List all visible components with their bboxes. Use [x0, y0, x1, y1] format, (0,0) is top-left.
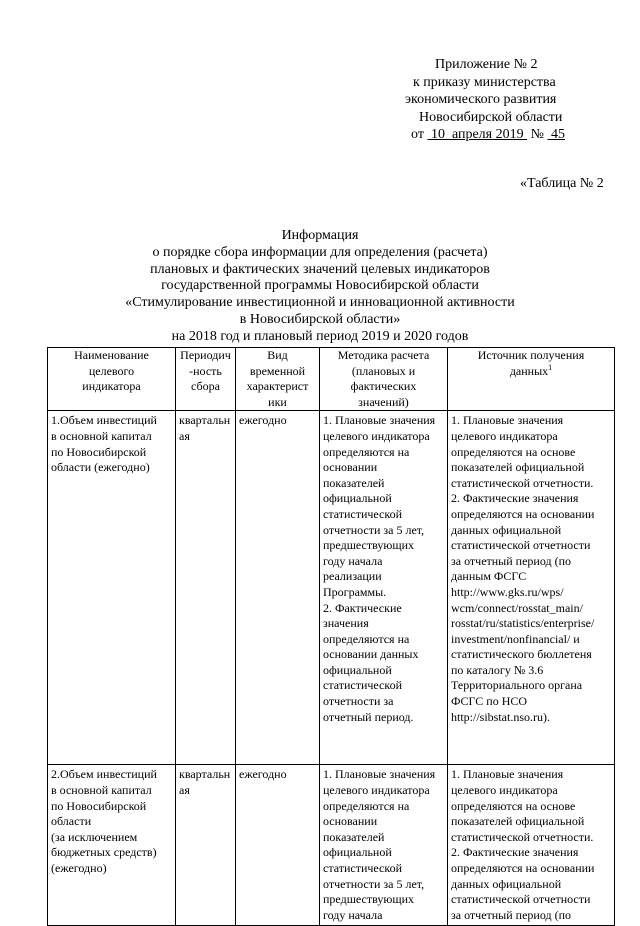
cell-text-line: Периодич — [180, 348, 231, 362]
cell-text-line: Программы. — [323, 584, 387, 599]
cell-text-line: (ежегодно) — [51, 860, 107, 875]
cell-method — [320, 765, 448, 926]
cell-text-line: реализации — [323, 569, 382, 584]
date-prefix: от — [411, 127, 424, 142]
cell-text-line: определяются на основании — [451, 860, 595, 875]
cell-text-line: ежегодно — [239, 767, 287, 782]
cell-text-line: отчетности за 5 лет, — [323, 522, 425, 537]
header-source — [448, 348, 615, 411]
cell-text-line: целевого индикатора — [451, 428, 558, 443]
cell-periodicity — [176, 411, 236, 765]
cell-text-line: году начала — [323, 553, 383, 568]
cell-text-line: официальной — [323, 662, 392, 677]
cell-text-line: показателей официальной — [451, 814, 585, 829]
cell-text-line: определяются на основе — [451, 798, 576, 813]
cell-indicator-name — [48, 411, 176, 765]
cell-text-line: 1. Плановые значения — [323, 413, 436, 428]
cell-text-line: данных официальной — [451, 522, 562, 537]
appendix-date-line — [405, 126, 635, 144]
cell-text-line: квартальн — [179, 767, 231, 782]
cell-text-line: 1. Плановые значения — [451, 767, 564, 782]
date-month: апреля 2019 — [451, 127, 524, 142]
cell-text-line: определяются на — [323, 631, 410, 646]
cell-text-line: данным ФСГС — [451, 569, 527, 584]
cell-text-line: wcm/connect/rosstat_main/ — [451, 600, 583, 615]
cell-text-line: ая — [179, 782, 190, 797]
cell-time-type — [236, 411, 320, 765]
cell-text-line: Источник получения — [477, 348, 585, 362]
cell-text-line: значения — [323, 616, 369, 631]
cell-text-line: (плановых и — [351, 363, 416, 378]
header-time-type — [236, 348, 320, 411]
cell-text-line: определяются на основании — [451, 506, 595, 521]
cell-text-line: области — [51, 814, 92, 829]
cell-source — [448, 765, 615, 926]
cell-periodicity — [176, 765, 236, 926]
cell-text-line: статистической отчетности. — [451, 829, 594, 844]
table-row — [48, 765, 615, 926]
cell-text-line: статистической — [323, 506, 403, 521]
cell-text-line: отчетный период. — [323, 709, 414, 724]
cell-text-line: определяются на основе — [451, 444, 576, 459]
document-title — [90, 228, 550, 346]
cell-text-line: ежегодно — [239, 413, 287, 428]
cell-text-line: предшествующих — [323, 892, 415, 907]
table-header-row — [48, 348, 615, 411]
cell-text-line: 1. Плановые значения — [323, 767, 436, 782]
appendix-title: Приложение № 2 — [435, 57, 538, 72]
table-label: «Таблица № 2 — [520, 176, 604, 191]
cell-source — [448, 411, 615, 765]
cell-text-line: ая — [179, 428, 190, 443]
cell-text-line: Территориального органа — [451, 678, 583, 693]
cell-text-line: в основной капитал — [51, 428, 152, 443]
appendix-block — [405, 56, 635, 144]
title-line: государственной программы Новосибирской области — [161, 278, 479, 294]
cell-text-line: целевого — [88, 363, 135, 378]
table-row — [48, 411, 615, 765]
cell-text-line: 2. Фактические значения — [451, 845, 579, 860]
cell-text-line: определяются на — [323, 798, 410, 813]
cell-text-line: статистической отчетности — [451, 538, 591, 553]
cell-text-line: 2.Объем инвестиций — [51, 767, 157, 782]
cell-text-line: Методика расчета — [337, 348, 430, 362]
title-line: о порядке сбора информации для определения (расчета) — [152, 244, 488, 260]
footnote-marker: 1 — [548, 362, 553, 372]
cell-text-line: 2. Фактические — [323, 600, 402, 615]
cell-text-line: целевого индикатора — [323, 428, 430, 443]
cell-text-line: 2. Фактические значения — [451, 491, 579, 506]
cell-text-line: ики — [268, 394, 287, 409]
appendix-ministry-line: экономического развития — [405, 92, 557, 107]
cell-text-line: данных$^1$ — [509, 362, 553, 378]
cell-text-line: отчетности за 5 лет, — [323, 876, 425, 891]
cell-indicator-name — [48, 765, 176, 926]
order-number: 45 — [550, 127, 565, 142]
title-heading: Информация — [281, 228, 359, 243]
cell-text-line: -ность — [189, 363, 222, 378]
cell-text-line: квартальн — [179, 413, 231, 428]
cell-text-line: Вид — [267, 348, 288, 362]
cell-text-line: официальной — [323, 491, 392, 506]
cell-text-line: в основной капитал — [51, 782, 152, 797]
cell-text-line: http://sibstat.nso.ru). — [451, 709, 550, 724]
cell-method — [320, 411, 448, 765]
title-line: в Новосибирской области» — [239, 311, 401, 327]
title-line: «Стимулирование инвестиционной и инновационной активности — [125, 295, 515, 311]
cell-text-line: за отчетный период (по — [451, 553, 572, 568]
cell-text-line: за отчетный период (по — [451, 907, 572, 922]
cell-text-line: определяются на — [323, 444, 410, 459]
appendix-region-line: Новосибирской области — [419, 109, 563, 125]
cell-text-line: по Новосибирской — [51, 798, 147, 813]
cell-text-line: http://www.gks.ru/wps/ — [451, 584, 564, 599]
cell-text-line: показателей официальной — [451, 460, 585, 475]
date-day: 10 — [430, 127, 445, 142]
cell-text-line: целевого индикатора — [451, 782, 558, 797]
cell-text-line: сбора — [191, 379, 220, 394]
cell-text-line: по Новосибирской — [51, 444, 147, 459]
cell-text-line: данных официальной — [451, 876, 562, 891]
appendix-order-line: к приказу министерства — [413, 74, 556, 90]
cell-text-line: статистического бюллетеня — [451, 647, 592, 662]
cell-text-line: значений) — [358, 394, 409, 409]
header-indicator-name — [48, 348, 176, 411]
header-periodicity — [176, 348, 236, 411]
cell-text-line: 1.Объем инвестиций — [51, 413, 157, 428]
cell-text-line: области (ежегодно) — [51, 460, 150, 475]
cell-text-line: по каталогу № 3.6 — [451, 662, 544, 677]
cell-time-type — [236, 765, 320, 926]
cell-text-line: бюджетных средств) — [51, 845, 157, 860]
cell-text-line: основании — [323, 460, 378, 475]
number-prefix: № — [530, 127, 544, 142]
cell-text-line: отчетности за — [323, 694, 394, 709]
title-line: плановых и фактических значений целевых индикаторов — [150, 261, 490, 277]
cell-text-line: показателей — [323, 475, 385, 490]
cell-text-line: investment/nonfinancial/ и — [451, 631, 580, 646]
cell-text-line: индикатора — [82, 379, 141, 394]
cell-text-line: статистической отчетности — [451, 892, 591, 907]
cell-text-line: основании данных — [323, 647, 419, 662]
title-line: на 2018 год и плановый период 2019 и 2020 годов — [171, 328, 469, 344]
cell-text-line: временной — [249, 363, 306, 378]
cell-text-line: статистической отчетности. — [451, 475, 594, 490]
cell-text-line: статистической — [323, 678, 403, 693]
cell-text-line: характерист — [246, 379, 309, 394]
cell-text-line: основании — [323, 814, 378, 829]
cell-text-line: Наименование — [74, 348, 149, 362]
cell-text-line: (за исключением — [51, 829, 138, 844]
cell-text-line: фактических — [350, 379, 417, 394]
indicator-table — [47, 347, 615, 926]
cell-text-line: предшествующих — [323, 538, 415, 553]
cell-text-line: статистической — [323, 860, 403, 875]
cell-text-line: показателей — [323, 829, 385, 844]
cell-text-line: 1. Плановые значения — [451, 413, 564, 428]
header-method — [320, 348, 448, 411]
cell-text-line: целевого индикатора — [323, 782, 430, 797]
cell-text-line: ФСГС по НСО — [451, 694, 528, 709]
cell-text-line: rosstat/ru/statistics/enterprise/ — [451, 616, 595, 631]
cell-text-line: году начала — [323, 907, 383, 922]
cell-text-line: официальной — [323, 845, 392, 860]
